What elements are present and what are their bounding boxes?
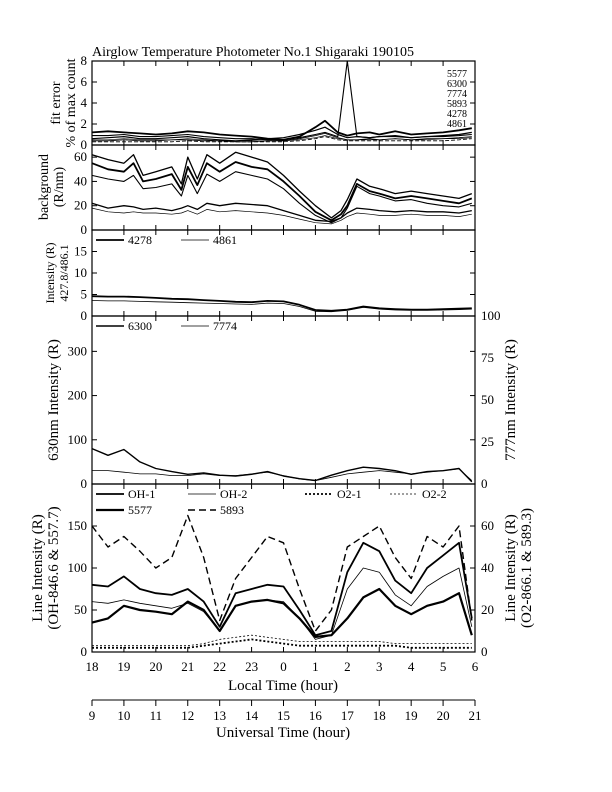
series-line-5893 [92,516,472,632]
ut-tick: 16 [308,708,322,723]
intensity-ylabel-right: Line Intensity (R) [503,514,519,622]
local-time-tick: 23 [245,659,259,674]
fit-error-ylabel-sub: % of max count [64,58,79,148]
local-time-tick: 18 [85,659,99,674]
y-tick-label-right: 40 [481,560,494,575]
y-tick-label: 0 [80,308,87,323]
legend-label: 4861 [213,233,237,247]
ut-tick: 15 [277,708,290,723]
legend-label: 5577 [128,503,152,517]
y-tick-label: 20 [74,197,87,213]
series-line-6300 [92,449,472,482]
y-tick-label-right: 100 [481,308,501,323]
y-tick-label: 6 [80,74,87,89]
panel-fit-error [49,53,475,152]
y-tick-label: 200 [67,387,87,403]
y-tick-label-right: 0 [481,476,488,491]
legend-label: OH-1 [128,487,156,501]
y-tick-label-right: 50 [481,392,494,407]
panel-frame [92,145,475,230]
ut-tick: 9 [88,708,96,723]
intensity-ylabel-left: Line Intensity (R) [30,514,46,622]
y-tick-label: 10 [74,265,87,280]
ut-tick: 11 [149,708,163,723]
background-ylabel-sub: (R/nm) [52,166,67,208]
intensity-ylabel-left-sub: (OH-846.6 & 557.7) [46,506,62,630]
legend-label: O2-2 [422,487,447,501]
legend-label: 7774 [213,319,237,333]
y-tick-label: 5 [80,286,87,302]
background-ylabel: background [37,153,52,221]
intensity-ylabel-right-sub: (O2-866.1 & 589.3) [519,508,535,628]
local-time-tick: 4 [407,659,415,674]
series-line-O2-2 [92,635,472,646]
y-tick-label: 60 [74,149,87,165]
local-time-tick: 20 [149,659,163,674]
legend-label: 6300 [128,319,152,333]
panel-red-lines [46,308,519,491]
legend-label: 4861 [447,119,467,130]
y-tick-label: 150 [67,518,87,533]
local-time-tick: 0 [280,659,287,674]
ut-tick: 12 [181,708,195,723]
chart-title: Airglow Temperature Photometer No.1 Shigaraki 190105 [92,45,414,60]
y-tick-label-right: 60 [481,518,494,533]
ut-label: Universal Time (hour) [215,725,351,741]
ut-tick: 19 [404,708,418,723]
y-tick-label-right: 75 [481,350,494,365]
legend-label: 4278 [128,233,152,247]
panel-frame [92,61,475,145]
y-tick-label-right: 20 [481,602,494,617]
y-tick-label: 2 [80,116,87,131]
local-time-tick: 1 [312,659,319,674]
series-line-bg-0 [92,152,472,218]
y-tick-label: 4 [80,95,87,110]
legend-label: OH-2 [220,487,248,501]
legend-label: 5577 [447,69,467,80]
ut-tick: 14 [245,708,259,723]
panel-background [37,145,475,237]
legend-label: 7774 [447,89,467,100]
red-ylabel-left: 630nm Intensity (R) [46,339,62,461]
panel-blue-lines [43,230,475,323]
local-time-tick: 19 [117,659,131,674]
local-time-label: Local Time (hour) [228,678,338,694]
local-time-tick: 22 [213,659,227,674]
y-tick-label: 0 [80,137,87,152]
legend-label: 5893 [447,99,467,110]
fit-error-ylabel: fit error [49,81,64,125]
local-time-tick: 6 [471,659,479,674]
y-tick-label-right: 0 [481,644,488,659]
ut-tick: 10 [117,708,131,723]
legend-label: O2-1 [337,487,362,501]
series-line-4278 [92,61,472,140]
blue-ylabel-sub: 427.8/486.1 [57,244,71,302]
y-tick-label: 8 [80,53,87,68]
y-tick-label: 0 [80,222,87,237]
legend-label: 6300 [447,79,467,90]
series-line-OH-1 [92,543,472,635]
legend-label: 5893 [220,503,244,517]
local-time-tick: 21 [181,659,195,674]
legend-label: 4278 [447,109,467,120]
local-time-tick: 5 [439,659,447,674]
y-tick-label-right: 25 [481,434,494,449]
y-tick-label: 300 [67,343,87,359]
y-tick-label: 40 [74,173,87,189]
ut-tick: 18 [372,708,386,723]
y-tick-label: 100 [67,560,87,575]
local-time-tick: 2 [344,659,351,674]
y-tick-label: 50 [74,602,87,617]
ut-tick: 13 [213,708,227,723]
series-line-5577 [92,589,472,637]
series-line-7774 [92,469,472,481]
ut-tick: 17 [340,708,354,723]
y-tick-label: 100 [67,431,87,447]
blue-ylabel: Intensity (R) [43,242,57,304]
y-tick-label: 0 [80,644,87,659]
y-tick-label: 15 [74,243,87,259]
panel-frame [92,316,475,484]
ut-tick: 20 [436,708,450,723]
ut-tick: 21 [468,708,482,723]
local-time-tick: 3 [376,659,383,674]
panel-line-intensity [30,484,535,659]
series-line-bg-3 [92,203,472,221]
red-ylabel-right: 777nm Intensity (R) [503,339,519,461]
y-tick-label: 0 [80,476,87,491]
